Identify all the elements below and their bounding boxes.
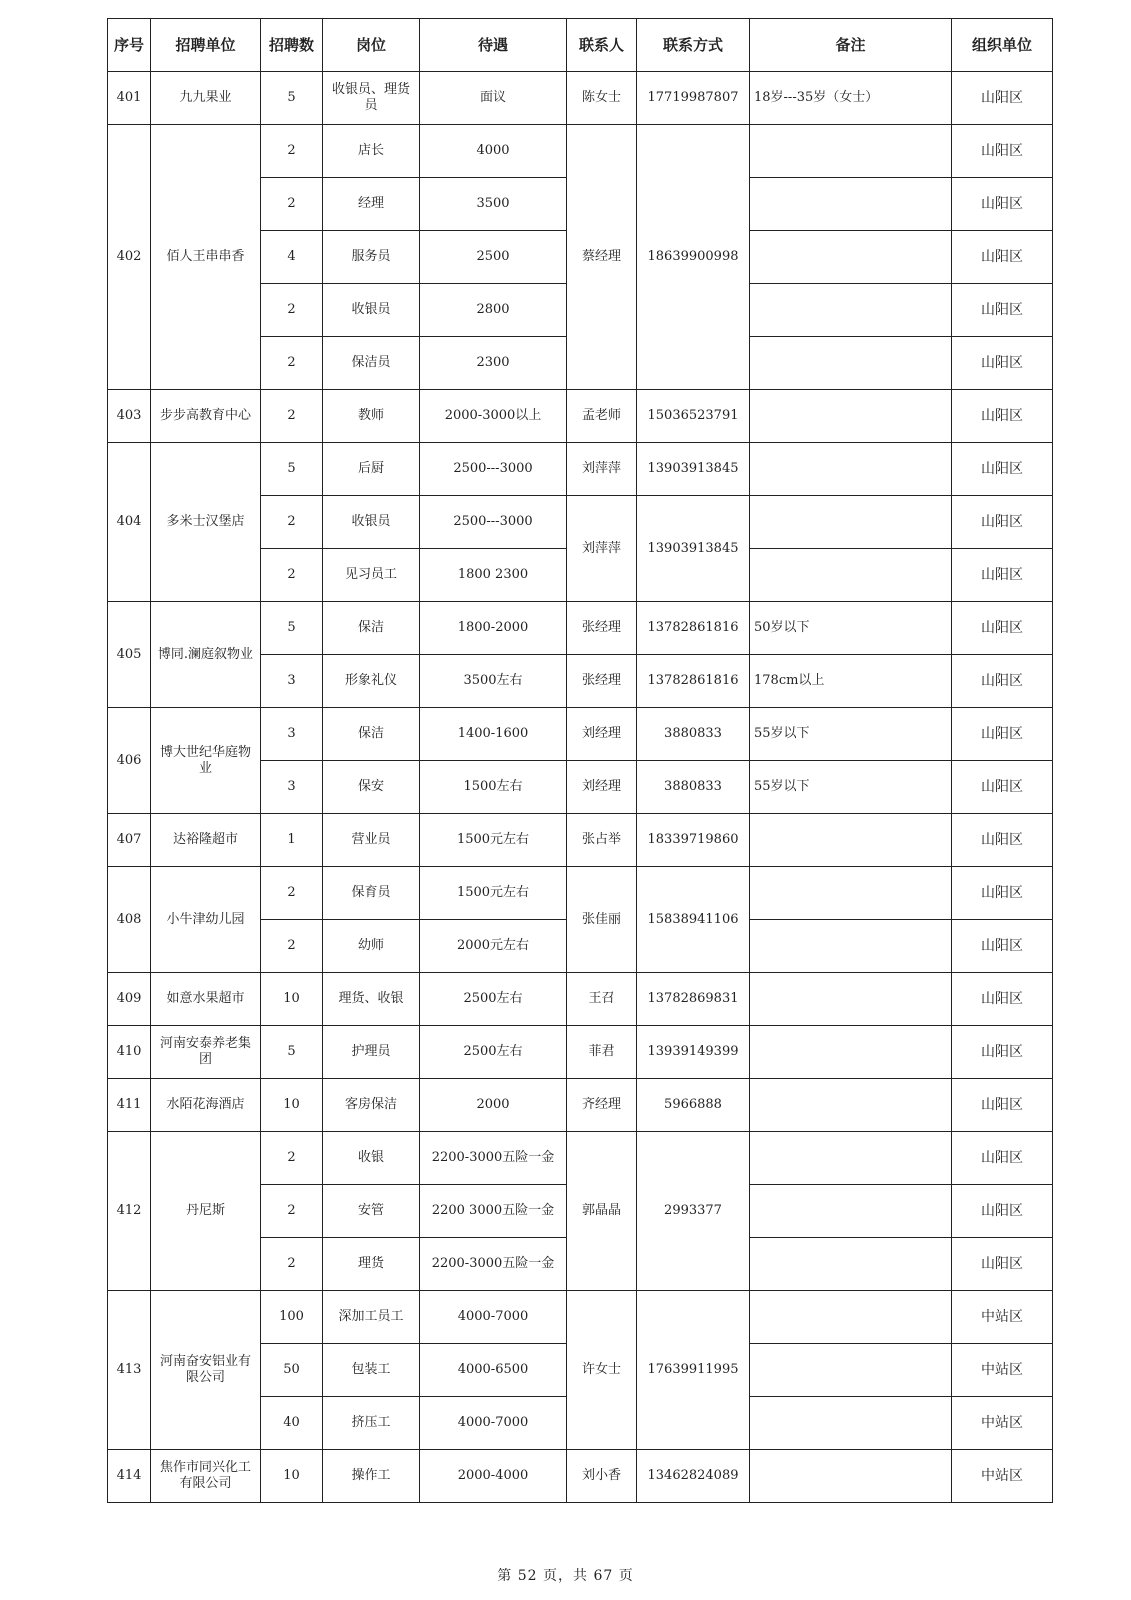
post-cell: 深加工员工 xyxy=(323,1291,420,1344)
seq-cell: 414 xyxy=(108,1450,151,1503)
org-cell: 山阳区 xyxy=(952,602,1053,655)
pay-cell: 1500元左右 xyxy=(420,867,567,920)
post-cell: 理货 xyxy=(323,1238,420,1291)
org-cell: 山阳区 xyxy=(952,72,1053,125)
org-cell: 山阳区 xyxy=(952,1238,1053,1291)
contact-cell: 蔡经理 xyxy=(567,125,637,390)
remark-cell xyxy=(750,1079,952,1132)
post-cell: 后厨 xyxy=(323,443,420,496)
contact-cell: 郭晶晶 xyxy=(567,1132,637,1291)
table-row xyxy=(108,708,1053,761)
org-cell: 山阳区 xyxy=(952,1185,1053,1238)
remark-cell xyxy=(750,814,952,867)
count-cell: 2 xyxy=(261,867,323,920)
post-cell: 挤压工 xyxy=(323,1397,420,1450)
phone-cell: 13462824089 xyxy=(637,1450,750,1503)
count-cell: 5 xyxy=(261,1026,323,1079)
pay-cell: 2500---3000 xyxy=(420,443,567,496)
org-cell: 山阳区 xyxy=(952,1132,1053,1185)
pay-cell: 2000-4000 xyxy=(420,1450,567,1503)
org-cell: 山阳区 xyxy=(952,284,1053,337)
org-cell: 山阳区 xyxy=(952,1079,1053,1132)
contact-cell: 张占举 xyxy=(567,814,637,867)
org-cell: 山阳区 xyxy=(952,231,1053,284)
post-cell: 操作工 xyxy=(323,1450,420,1503)
phone-cell: 15036523791 xyxy=(637,390,750,443)
org-cell: 山阳区 xyxy=(952,390,1053,443)
post-cell: 保洁员 xyxy=(323,337,420,390)
remark-cell xyxy=(750,1238,952,1291)
unit-cell: 如意水果超市 xyxy=(151,973,261,1026)
count-cell: 4 xyxy=(261,231,323,284)
col-header-pay: 待遇 xyxy=(420,19,567,72)
org-cell: 山阳区 xyxy=(952,655,1053,708)
contact-cell: 张经理 xyxy=(567,602,637,655)
remark-cell xyxy=(750,231,952,284)
remark-cell xyxy=(750,178,952,231)
org-cell: 山阳区 xyxy=(952,337,1053,390)
pay-cell: 4000-7000 xyxy=(420,1291,567,1344)
pay-cell: 4000 xyxy=(420,125,567,178)
pay-cell: 面议 xyxy=(420,72,567,125)
phone-cell: 13903913845 xyxy=(637,443,750,496)
remark-cell xyxy=(750,549,952,602)
remark-cell: 55岁以下 xyxy=(750,761,952,814)
org-cell: 山阳区 xyxy=(952,708,1053,761)
phone-cell: 13782861816 xyxy=(637,655,750,708)
remark-cell xyxy=(750,920,952,973)
table-row xyxy=(108,72,1053,125)
count-cell: 10 xyxy=(261,1079,323,1132)
org-cell: 中站区 xyxy=(952,1450,1053,1503)
contact-cell: 刘萍萍 xyxy=(567,496,637,602)
pay-cell: 3500左右 xyxy=(420,655,567,708)
count-cell: 2 xyxy=(261,1238,323,1291)
post-cell: 教师 xyxy=(323,390,420,443)
org-cell: 山阳区 xyxy=(952,761,1053,814)
contact-cell: 刘经理 xyxy=(567,708,637,761)
phone-cell: 18639900998 xyxy=(637,125,750,390)
contact-cell: 刘小香 xyxy=(567,1450,637,1503)
count-cell: 2 xyxy=(261,284,323,337)
col-header-unit: 招聘单位 xyxy=(151,19,261,72)
post-cell: 经理 xyxy=(323,178,420,231)
table-row xyxy=(108,1132,1053,1185)
phone-cell: 17719987807 xyxy=(637,72,750,125)
unit-cell: 九九果业 xyxy=(151,72,261,125)
phone-cell: 18339719860 xyxy=(637,814,750,867)
count-cell: 5 xyxy=(261,443,323,496)
remark-cell xyxy=(750,1450,952,1503)
remark-cell xyxy=(750,1026,952,1079)
pay-cell: 2500左右 xyxy=(420,1026,567,1079)
pay-cell: 1500左右 xyxy=(420,761,567,814)
col-header-remark: 备注 xyxy=(750,19,952,72)
count-cell: 2 xyxy=(261,549,323,602)
post-cell: 保安 xyxy=(323,761,420,814)
remark-cell xyxy=(750,443,952,496)
col-header-contact: 联系人 xyxy=(567,19,637,72)
pay-cell: 2000-3000以上 xyxy=(420,390,567,443)
table-row xyxy=(108,1450,1053,1503)
post-cell: 保育员 xyxy=(323,867,420,920)
contact-cell: 齐经理 xyxy=(567,1079,637,1132)
pay-cell: 1800 2300 xyxy=(420,549,567,602)
pay-cell: 4000-7000 xyxy=(420,1397,567,1450)
org-cell: 山阳区 xyxy=(952,973,1053,1026)
remark-cell xyxy=(750,125,952,178)
pay-cell: 1800-2000 xyxy=(420,602,567,655)
col-header-org: 组织单位 xyxy=(952,19,1053,72)
col-header-post: 岗位 xyxy=(323,19,420,72)
pay-cell: 2200 3000五险一金 xyxy=(420,1185,567,1238)
unit-cell: 丹尼斯 xyxy=(151,1132,261,1291)
table-row xyxy=(108,867,1053,920)
post-cell: 收银员 xyxy=(323,496,420,549)
remark-cell xyxy=(750,496,952,549)
pay-cell: 4000-6500 xyxy=(420,1344,567,1397)
col-header-phone: 联系方式 xyxy=(637,19,750,72)
remark-cell: 18岁---35岁（女士） xyxy=(750,72,952,125)
phone-cell: 13903913845 xyxy=(637,496,750,602)
count-cell: 2 xyxy=(261,178,323,231)
table-row xyxy=(108,602,1053,655)
count-cell: 2 xyxy=(261,920,323,973)
recruitment-table xyxy=(107,18,1053,1503)
count-cell: 10 xyxy=(261,973,323,1026)
pay-cell: 2500---3000 xyxy=(420,496,567,549)
seq-cell: 413 xyxy=(108,1291,151,1450)
org-cell: 中站区 xyxy=(952,1344,1053,1397)
org-cell: 山阳区 xyxy=(952,178,1053,231)
count-cell: 40 xyxy=(261,1397,323,1450)
remark-cell xyxy=(750,390,952,443)
count-cell: 3 xyxy=(261,708,323,761)
phone-cell: 3880833 xyxy=(637,761,750,814)
remark-cell xyxy=(750,867,952,920)
unit-cell: 河南安泰养老集团 xyxy=(151,1026,261,1079)
remark-cell: 55岁以下 xyxy=(750,708,952,761)
unit-cell: 河南奋安铝业有限公司 xyxy=(151,1291,261,1450)
table-row xyxy=(108,973,1053,1026)
pay-cell: 2500 xyxy=(420,231,567,284)
count-cell: 3 xyxy=(261,655,323,708)
seq-cell: 403 xyxy=(108,390,151,443)
table-row xyxy=(108,390,1053,443)
pay-cell: 2000元左右 xyxy=(420,920,567,973)
contact-cell: 张佳丽 xyxy=(567,867,637,973)
count-cell: 2 xyxy=(261,125,323,178)
pay-cell: 2300 xyxy=(420,337,567,390)
unit-cell: 焦作市同兴化工有限公司 xyxy=(151,1450,261,1503)
pay-cell: 1500元左右 xyxy=(420,814,567,867)
phone-cell: 15838941106 xyxy=(637,867,750,973)
phone-cell: 13939149399 xyxy=(637,1026,750,1079)
org-cell: 山阳区 xyxy=(952,496,1053,549)
remark-cell xyxy=(750,284,952,337)
count-cell: 10 xyxy=(261,1450,323,1503)
count-cell: 5 xyxy=(261,602,323,655)
org-cell: 山阳区 xyxy=(952,549,1053,602)
phone-cell: 2993377 xyxy=(637,1132,750,1291)
post-cell: 收银 xyxy=(323,1132,420,1185)
seq-cell: 404 xyxy=(108,443,151,602)
org-cell: 中站区 xyxy=(952,1397,1053,1450)
post-cell: 见习员工 xyxy=(323,549,420,602)
unit-cell: 水陌花海酒店 xyxy=(151,1079,261,1132)
table-body xyxy=(108,72,1053,1503)
remark-cell: 178cm以上 xyxy=(750,655,952,708)
remark-cell xyxy=(750,337,952,390)
count-cell: 5 xyxy=(261,72,323,125)
pay-cell: 2200-3000五险一金 xyxy=(420,1132,567,1185)
pay-cell: 2200-3000五险一金 xyxy=(420,1238,567,1291)
count-cell: 50 xyxy=(261,1344,323,1397)
col-header-count: 招聘数 xyxy=(261,19,323,72)
pay-cell: 2000 xyxy=(420,1079,567,1132)
post-cell: 包装工 xyxy=(323,1344,420,1397)
org-cell: 山阳区 xyxy=(952,1026,1053,1079)
remark-cell: 50岁以下 xyxy=(750,602,952,655)
pay-cell: 2500左右 xyxy=(420,973,567,1026)
contact-cell: 刘萍萍 xyxy=(567,443,637,496)
remark-cell xyxy=(750,1132,952,1185)
post-cell: 形象礼仪 xyxy=(323,655,420,708)
count-cell: 1 xyxy=(261,814,323,867)
contact-cell: 刘经理 xyxy=(567,761,637,814)
header-row xyxy=(108,19,1053,72)
pay-cell: 3500 xyxy=(420,178,567,231)
post-cell: 护理员 xyxy=(323,1026,420,1079)
count-cell: 2 xyxy=(261,496,323,549)
count-cell: 2 xyxy=(261,1132,323,1185)
org-cell: 山阳区 xyxy=(952,920,1053,973)
count-cell: 2 xyxy=(261,1185,323,1238)
remark-cell xyxy=(750,973,952,1026)
unit-cell: 多米士汉堡店 xyxy=(151,443,261,602)
post-cell: 服务员 xyxy=(323,231,420,284)
pay-cell: 2800 xyxy=(420,284,567,337)
count-cell: 3 xyxy=(261,761,323,814)
table-row xyxy=(108,1079,1053,1132)
org-cell: 山阳区 xyxy=(952,867,1053,920)
post-cell: 收银员 xyxy=(323,284,420,337)
contact-cell: 陈女士 xyxy=(567,72,637,125)
table-row xyxy=(108,443,1053,496)
org-cell: 山阳区 xyxy=(952,814,1053,867)
post-cell: 客房保洁 xyxy=(323,1079,420,1132)
org-cell: 山阳区 xyxy=(952,443,1053,496)
table-row xyxy=(108,814,1053,867)
count-cell: 100 xyxy=(261,1291,323,1344)
remark-cell xyxy=(750,1397,952,1450)
post-cell: 安管 xyxy=(323,1185,420,1238)
table-row xyxy=(108,1026,1053,1079)
post-cell: 幼师 xyxy=(323,920,420,973)
org-cell: 中站区 xyxy=(952,1291,1053,1344)
phone-cell: 5966888 xyxy=(637,1079,750,1132)
pay-cell: 1400-1600 xyxy=(420,708,567,761)
post-cell: 理货、收银 xyxy=(323,973,420,1026)
unit-cell: 佰人王串串香 xyxy=(151,125,261,390)
contact-cell: 孟老师 xyxy=(567,390,637,443)
table-row xyxy=(108,125,1053,178)
post-cell: 保洁 xyxy=(323,602,420,655)
seq-cell: 407 xyxy=(108,814,151,867)
seq-cell: 411 xyxy=(108,1079,151,1132)
contact-cell: 菲君 xyxy=(567,1026,637,1079)
seq-cell: 409 xyxy=(108,973,151,1026)
contact-cell: 张经理 xyxy=(567,655,637,708)
seq-cell: 406 xyxy=(108,708,151,814)
seq-cell: 405 xyxy=(108,602,151,708)
unit-cell: 博大世纪华庭物业 xyxy=(151,708,261,814)
contact-cell: 王召 xyxy=(567,973,637,1026)
seq-cell: 401 xyxy=(108,72,151,125)
phone-cell: 3880833 xyxy=(637,708,750,761)
post-cell: 营业员 xyxy=(323,814,420,867)
phone-cell: 13782869831 xyxy=(637,973,750,1026)
phone-cell: 17639911995 xyxy=(637,1291,750,1450)
page-footer: 第 52 页，共 67 页 xyxy=(497,1568,634,1584)
count-cell: 2 xyxy=(261,337,323,390)
count-cell: 2 xyxy=(261,390,323,443)
unit-cell: 小牛津幼儿园 xyxy=(151,867,261,973)
phone-cell: 13782861816 xyxy=(637,602,750,655)
seq-cell: 402 xyxy=(108,125,151,390)
unit-cell: 步步高教育中心 xyxy=(151,390,261,443)
table-row xyxy=(108,1291,1053,1344)
remark-cell xyxy=(750,1344,952,1397)
remark-cell xyxy=(750,1291,952,1344)
post-cell: 保洁 xyxy=(323,708,420,761)
col-header-seq: 序号 xyxy=(108,19,151,72)
remark-cell xyxy=(750,1185,952,1238)
post-cell: 店长 xyxy=(323,125,420,178)
seq-cell: 410 xyxy=(108,1026,151,1079)
contact-cell: 许女士 xyxy=(567,1291,637,1450)
unit-cell: 达裕隆超市 xyxy=(151,814,261,867)
unit-cell: 博同.澜庭叙物业 xyxy=(151,602,261,708)
post-cell: 收银员、理货员 xyxy=(323,72,420,125)
seq-cell: 412 xyxy=(108,1132,151,1291)
seq-cell: 408 xyxy=(108,867,151,973)
org-cell: 山阳区 xyxy=(952,125,1053,178)
